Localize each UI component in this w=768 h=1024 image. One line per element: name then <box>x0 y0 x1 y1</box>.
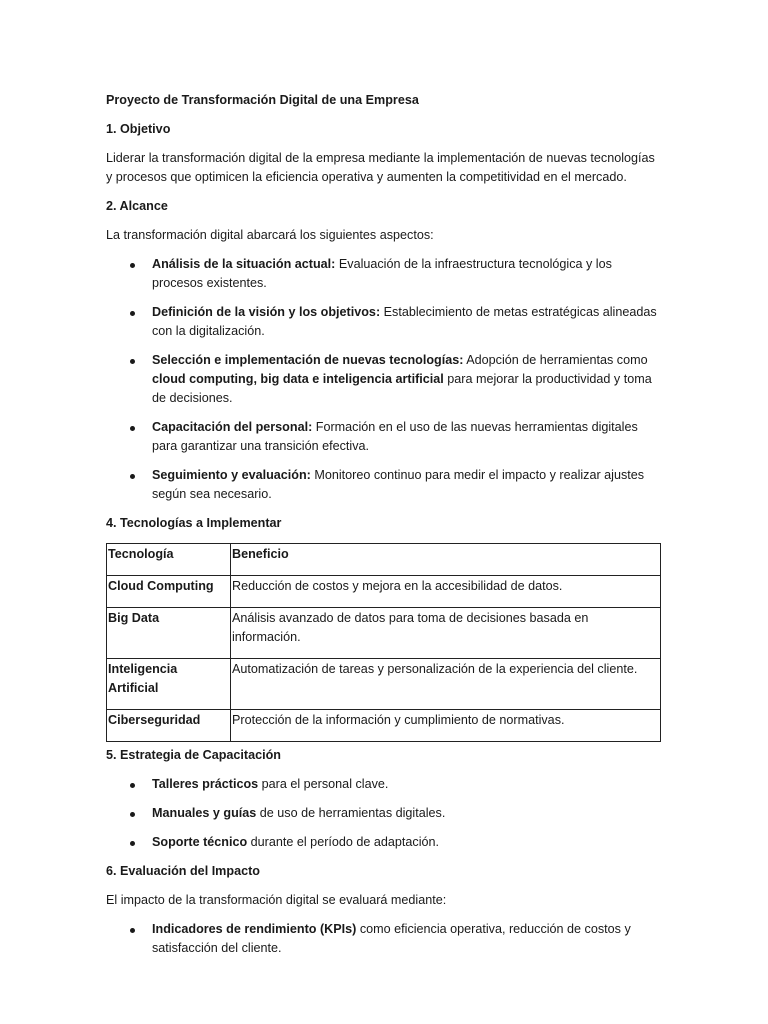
item-text: para mejorar la productividad y toma de decisiones. <box>152 372 652 405</box>
list-item <box>106 920 662 958</box>
item-text: Evaluación de la infraestructura tecnológica y los procesos existentes. <box>152 257 612 290</box>
item-text: Monitoreo continuo para medir el impacto y realizar ajustes según sea necesario. <box>152 468 645 501</box>
alcance-intro: La transformación digital abarcará los siguientes aspectos: <box>106 228 434 242</box>
list-item <box>106 255 662 293</box>
table-cell-benefit: Análisis avanzado de datos para toma de decisiones basada en información. <box>231 608 661 659</box>
table-cell-technology: Big Data <box>107 608 231 659</box>
table-cell-benefit: Automatización de tareas y personalización de la experiencia del cliente. <box>231 659 661 710</box>
item-bold-label: Definición de la visión y los objetivos: <box>152 305 381 319</box>
section-evaluacion-heading: 6. Evaluación del Impacto <box>106 864 260 878</box>
section-alcance-heading: 2. Alcance <box>106 199 168 213</box>
item-bold-label: Análisis de la situación actual: <box>152 257 336 271</box>
table-header-row <box>107 544 661 576</box>
section-tecnologias-heading: 4. Tecnologías a Implementar <box>106 516 282 530</box>
item-text: durante el período de adaptación. <box>247 835 440 849</box>
table-row <box>107 659 661 710</box>
list-item <box>106 833 662 852</box>
bullet-icon <box>130 783 135 788</box>
bullet-icon <box>130 426 135 431</box>
table-cell-technology: Ciberseguridad <box>107 710 231 742</box>
evaluacion-list <box>106 920 662 958</box>
item-text: Establecimiento de metas estratégicas alineadas con la digitalización. <box>152 305 657 338</box>
bullet-icon <box>130 311 135 316</box>
evaluacion-intro: El impacto de la transformación digital se evaluará mediante: <box>106 893 447 907</box>
list-item <box>106 775 662 794</box>
item-bold-label: Capacitación del personal: <box>152 420 313 434</box>
table-row <box>107 608 661 659</box>
list-item <box>106 303 662 341</box>
table-row <box>107 710 661 742</box>
item-text: de uso de herramientas digitales. <box>256 806 446 820</box>
section-objetivo-heading: 1. Objetivo <box>106 122 171 136</box>
item-bold-label: Indicadores de rendimiento (KPIs) <box>152 922 357 936</box>
item-bold-label: Talleres prácticos <box>152 777 259 791</box>
table-cell-benefit: Reducción de costos y mejora en la accesibilidad de datos. <box>231 576 661 608</box>
document-title: Proyecto de Transformación Digital de una Empresa <box>106 93 419 107</box>
item-bold-label: Soporte técnico <box>152 835 248 849</box>
item-bold-label: Seguimiento y evaluación: <box>152 468 311 482</box>
table-cell-technology: Inteligencia Artificial <box>107 659 231 710</box>
bullet-icon <box>130 841 135 846</box>
table-row <box>107 576 661 608</box>
bullet-icon <box>130 474 135 479</box>
bullet-icon <box>130 928 135 933</box>
alcance-list <box>106 255 662 504</box>
technologies-table <box>106 543 661 742</box>
item-bold-label: Manuales y guías <box>152 806 257 820</box>
list-item <box>106 466 662 504</box>
item-bold-technologies: cloud computing, big data e inteligencia artificial <box>152 372 444 386</box>
item-text: Formación en el uso de las nuevas herramientas digitales para garantizar una transición efectiva. <box>152 420 638 453</box>
table-header-cell: Tecnología <box>107 544 231 576</box>
list-item <box>106 804 662 823</box>
item-text: como eficiencia operativa, reducción de costos y satisfacción del cliente. <box>152 922 631 955</box>
bullet-icon <box>130 359 135 364</box>
list-item <box>106 351 662 408</box>
item-text: Adopción de herramientas como <box>463 353 648 367</box>
objetivo-paragraph: Liderar la transformación digital de la empresa mediante la implementación de nuevas tecnologías y procesos que optimicen la eficiencia operativa y aumenten la competitividad en el mercado. <box>106 151 655 184</box>
table-cell-benefit: Protección de la información y cumplimiento de normativas. <box>231 710 661 742</box>
item-bold-label: Selección e implementación de nuevas tecnologías: <box>152 353 464 367</box>
section-capacitacion-heading: 5. Estrategia de Capacitación <box>106 748 281 762</box>
bullet-icon <box>130 263 135 268</box>
table-header-cell: Beneficio <box>231 544 661 576</box>
capacitacion-list <box>106 775 662 852</box>
bullet-icon <box>130 812 135 817</box>
list-item <box>106 418 662 456</box>
table-cell-technology: Cloud Computing <box>107 576 231 608</box>
item-text: para el personal clave. <box>258 777 389 791</box>
